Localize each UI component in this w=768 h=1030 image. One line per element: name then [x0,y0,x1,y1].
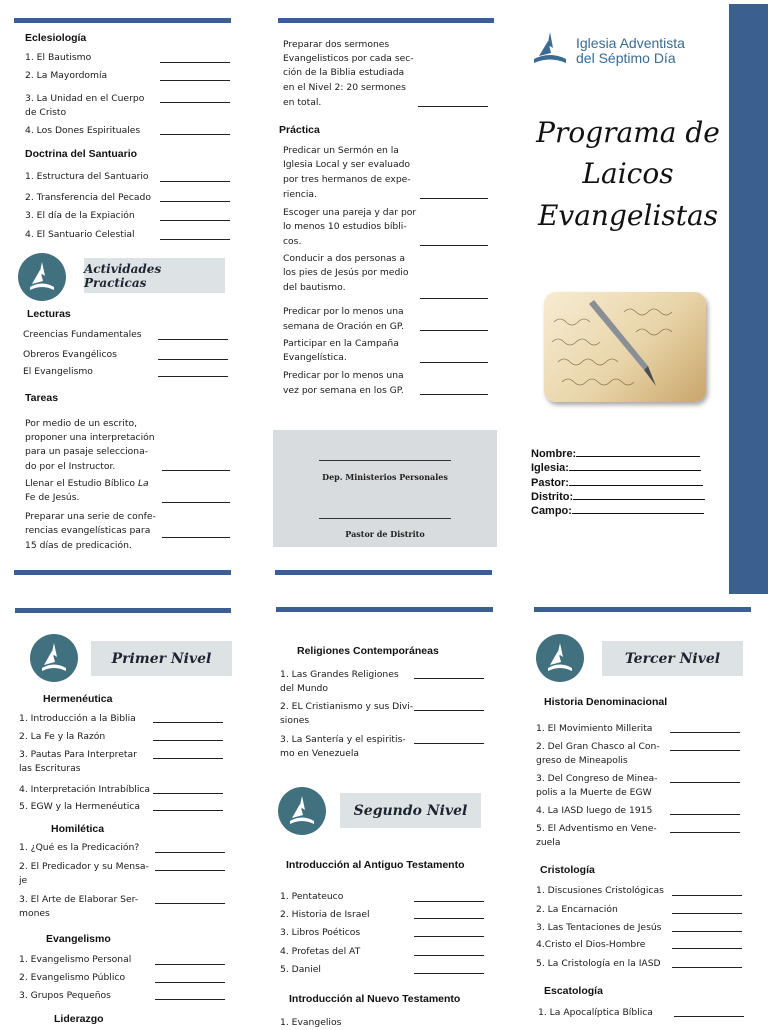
blank-line [153,810,223,811]
list-item: 1. Estructura del Santuario [25,171,149,182]
text-line: del bautismo. [283,282,346,293]
blank-line [420,298,488,299]
list-item: 2. El Predicador y su Mensa- [19,861,149,872]
list-item: 4. La IASD luego de 1915 [536,805,653,816]
blank-line [672,948,742,949]
list-item: Creencias Fundamentales [23,329,142,340]
list-item: 5. EGW y la Hermenéutica [19,801,140,812]
iglesia-field[interactable] [569,460,701,471]
list-item: greso de Mineapolis [536,755,628,766]
list-item: 1. Introducción a la Biblia [19,713,136,724]
section-title-escatologia: Escatología [544,985,603,997]
text-line: para un pasaje selecciona- [25,446,149,457]
signature-caption: Dep. Ministerios Personales [322,472,448,482]
blank-line [414,936,484,937]
cover-title-line-1: Programa de [536,116,720,149]
blank-line [670,750,740,751]
sidebar-band [729,4,768,594]
text-line: Predicar un Sermón en la [283,145,399,156]
text-line: en el Nivel 2: 20 sermones [283,82,406,93]
form-distrito: Distrito: [531,489,705,503]
list-item: 1. ¿Qué es la Predicación? [19,842,140,853]
distrito-field[interactable] [573,489,705,500]
list-item: 4. Profetas del AT [280,946,361,957]
top-rule [15,608,231,613]
section-title-religiones: Religiones Contemporáneas [297,645,439,657]
list-item: 1. Evangelios [280,1017,342,1028]
nombre-field[interactable] [576,446,700,457]
banner-primer-nivel: Primer Nivel [91,641,232,676]
list-item: 1. Evangelismo Personal [19,954,132,965]
blank-line [672,967,742,968]
text-line: vez por semana en los GP. [283,385,404,396]
section-title-cristologia: Cristología [540,864,595,876]
list-item: mo en Venezuela [280,748,360,759]
form-pastor: Pastor: [531,475,703,489]
list-item: 1. La Apocalíptica Bíblica [538,1007,653,1018]
list-item: de Cristo [25,107,67,118]
church-emblem-icon [18,253,66,301]
text-line: por tres hermanos de expe- [283,174,411,185]
signature-line [319,460,451,461]
list-item: siones [280,715,310,726]
list-item: 4.Cristo el Dios-Hombre [536,939,646,950]
blank-line [670,814,740,815]
section-title-eclesiologia: Eclesiología [25,32,87,44]
section-title-evangelismo: Evangelismo [46,933,111,945]
bottom-rule [275,570,492,575]
blank-line [414,901,484,902]
church-name: Iglesia Adventista del Séptimo Día [576,35,685,66]
list-item: 1. El Bautismo [25,52,92,63]
blank-line [420,394,488,395]
list-item: 3. La Santería y el espiritis- [280,734,406,745]
list-item: 3. Grupos Pequeños [19,990,111,1001]
blank-line [155,964,225,965]
bottom-rule [14,570,231,575]
signature-line [319,518,451,519]
blank-line [414,918,484,919]
list-item: 2. EL Cristianismo y sus Divi- [280,701,414,712]
blank-line [153,722,223,723]
form-nombre: Nombre: [531,446,700,460]
text-line: Escoger una pareja y dar por [283,207,417,218]
banner-segundo-nivel: Segundo Nivel [340,793,481,828]
list-item: 3. Pautas Para Interpretar [19,749,137,760]
text-line: cos. [283,236,302,247]
text-line: Participar en la Campaña [283,338,399,349]
list-item: las Escrituras [19,763,81,774]
section-title-liderazgo: Liderazgo [54,1013,104,1025]
campo-field[interactable] [572,503,704,514]
list-item: 2. Transferencia del Pecado [25,192,152,203]
blank-line [155,870,225,871]
list-item: 1. El Movimiento Millerita [536,723,653,734]
cover-title-line-2: Laicos [582,157,674,190]
church-emblem-icon [536,634,584,682]
list-item: 3. Las Tentaciones de Jesús [536,922,662,933]
text-line: riencia. [283,189,317,200]
text-line: do por el Instructor. [25,461,116,472]
list-item: 2. Del Gran Chasco al Con- [536,741,660,752]
list-item: polis a la Muerte de EGW [536,787,652,798]
church-emblem-icon [278,787,326,835]
text-line: 15 días de predicación. [25,540,132,551]
blank-line [414,743,484,744]
blank-line [153,758,223,759]
blank-line [670,832,740,833]
blank-line [420,330,488,331]
pen-on-paper-image [544,292,706,402]
blank-line [160,134,230,135]
section-title-homiletica: Homilética [51,823,105,835]
blank-line [160,181,230,182]
blank-line [414,973,484,974]
list-item: je [19,875,28,886]
section-title-lecturas: Lecturas [27,308,71,320]
blank-line [153,793,223,794]
list-item: 1. Pentateuco [280,891,344,902]
top-rule [278,18,494,23]
text-line: lo menos 10 estudios bíbli- [283,221,407,232]
blank-line [160,62,230,63]
blank-line [155,852,225,853]
list-item: 3. La Unidad en el Cuerpo [25,93,145,104]
blank-line [672,895,742,896]
blank-line [414,955,484,956]
list-item: 5. El Adventismo en Vene- [536,823,657,834]
list-item: del Mundo [280,683,328,694]
list-item: 2. Evangelismo Público [19,972,126,983]
church-emblem-icon [30,634,78,682]
section-title-nuevo-testamento: Introducción al Nuevo Testamento [289,993,461,1005]
church-logo-icon [530,30,570,68]
blank-line [672,931,742,932]
text-line: en total. [283,97,322,108]
text-line: Predicar por lo menos una [283,306,404,317]
top-rule [534,607,751,612]
list-item: zuela [536,837,561,848]
text-line: Evangelisticos por cada sec- [283,53,414,64]
blank-line [670,782,740,783]
blank-line [155,999,225,1000]
text-line: Predicar por lo menos una [283,370,404,381]
list-item: 4. Los Dones Espirituales [25,125,141,136]
blank-line [672,913,742,914]
section-title-tareas: Tareas [25,392,59,404]
text-line: los pies de Jesús por medio [283,267,409,278]
list-item: 2. La Fe y la Razón [19,731,106,742]
signature-box [273,430,497,547]
text-line: Iglesia Local y ser evaluado [283,159,411,170]
signature-caption: Pastor de Distrito [345,529,425,539]
blank-line [162,502,230,503]
banner-actividades: Actividades Practicas [84,258,225,293]
form-campo: Campo: [531,503,704,517]
blank-line [155,903,225,904]
section-title-hermeneutica: Hermenéutica [43,693,113,705]
blank-line [414,710,484,711]
section-title-practica: Práctica [279,124,320,136]
list-item: 2. Historia de Israel [280,909,370,920]
list-item: 5. Daniel [280,964,321,975]
list-item: 1. Discusiones Cristológicas [536,885,664,896]
list-item: El Evangelismo [23,366,93,377]
blank-line [160,201,230,202]
list-item: Obreros Evangélicos [23,349,117,360]
text-line: Evangelística. [283,352,347,363]
banner-tercer-nivel: Tercer Nivel [602,641,743,676]
blank-line [418,106,488,107]
text-line: ción de la Biblia estudiada [283,67,405,78]
text-line: semana de Oración en GP. [283,321,404,332]
list-item: 4. El Santuario Celestial [25,229,135,240]
text-line: Conducir a dos personas a [283,253,405,264]
blank-line [420,245,488,246]
text-line: Por medio de un escrito, [25,418,137,429]
blank-line [158,359,228,360]
blank-line [670,732,740,733]
blank-line [420,198,488,199]
list-item: mones [19,908,50,919]
list-item: 3. Del Congreso de Minea- [536,773,658,784]
blank-line [153,740,223,741]
section-title-santuario: Doctrina del Santuario [25,148,138,160]
pastor-field[interactable] [569,475,703,486]
list-item: 1. Las Grandes Religiones [280,669,399,680]
text-line: proponer una interpretación [25,432,155,443]
blank-line [162,470,230,471]
text-line: Preparar una serie de confe- [25,511,156,522]
list-item: 3. El día de la Expiación [25,210,135,221]
text-line: Fe de Jesús. [25,492,80,503]
blank-line [414,678,484,679]
top-rule [276,607,493,612]
list-item: 3. El Arte de Elaborar Ser- [19,894,139,905]
blank-line [158,376,228,377]
list-item: 4. Interpretación Intrabíblica [19,784,151,795]
blank-line [160,80,230,81]
form-iglesia: Iglesia: [531,460,701,474]
text-line: Llenar el Estudio Bíblico La [25,478,149,489]
blank-line [160,102,230,103]
list-item: 2. La Encarnación [536,904,618,915]
text-line: Preparar dos sermones [283,39,390,50]
list-item: 5. La Cristología en la IASD [536,958,661,969]
section-title-historia: Historia Denominacional [544,696,668,708]
list-item: 3. Libros Poéticos [280,927,361,938]
blank-line [420,362,488,363]
blank-line [674,1016,744,1017]
blank-line [162,537,230,538]
blank-line [155,982,225,983]
list-item: 2. La Mayordomía [25,70,108,81]
text-line: rencias evangelísticas para [25,525,151,536]
cover-title-line-3: Evangelistas [537,199,719,232]
blank-line [158,339,228,340]
blank-line [160,220,230,221]
section-title-antiguo-testamento: Introducción al Antiguo Testamento [286,859,465,871]
top-rule [14,18,231,23]
blank-line [160,239,230,240]
